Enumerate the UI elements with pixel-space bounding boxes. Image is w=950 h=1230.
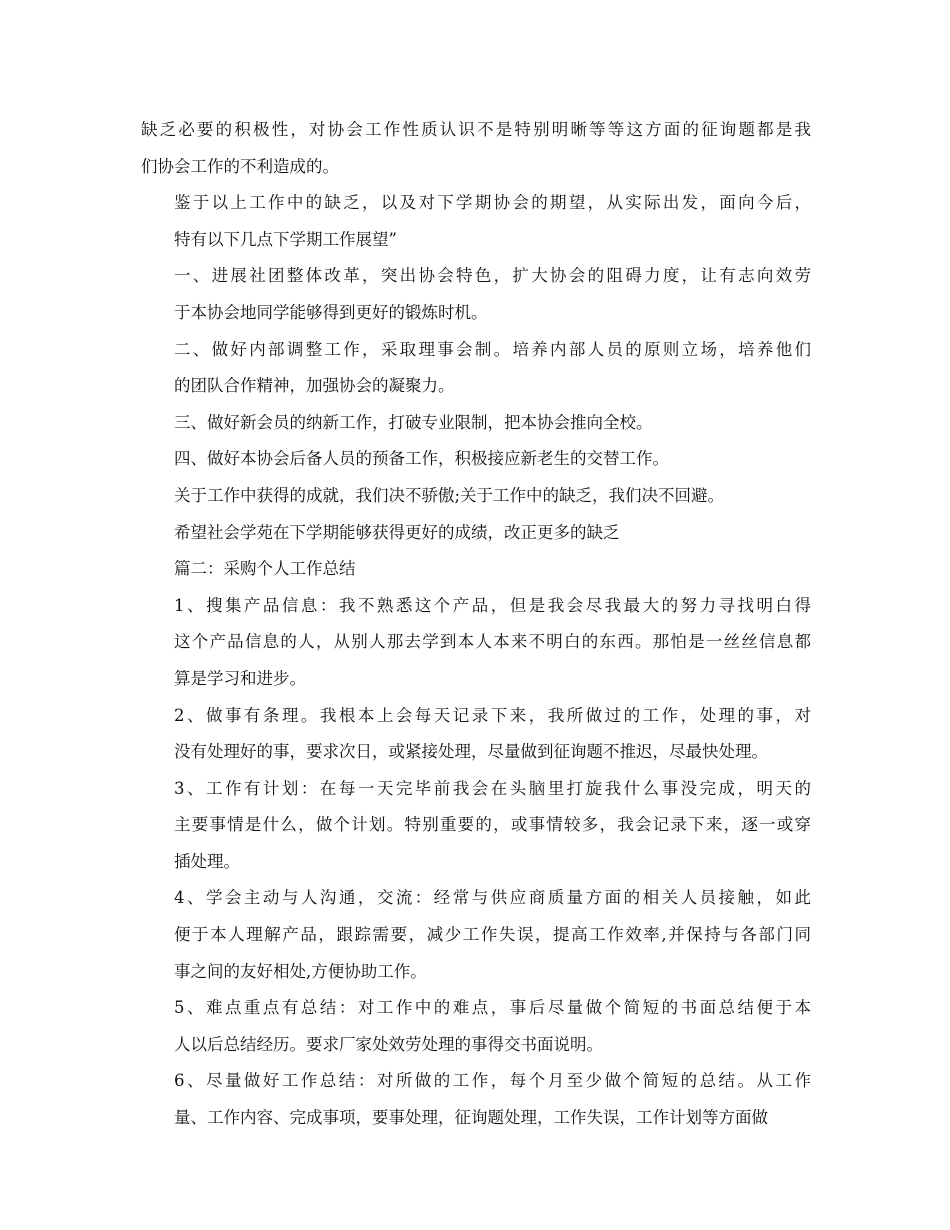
paragraph-line: 4、学会主动与人沟通，交流：经常与供应商质量方面的相关人员接触，如此	[174, 888, 811, 908]
paragraph-line: 主要事情是什么，做个计划。特别重要的，或事情较多，我会记录下来，逐一或穿	[174, 815, 811, 835]
paragraph	[141, 112, 811, 185]
paragraph-line: 篇二：采购个人工作总结	[174, 559, 356, 579]
paragraph-line: 算是学习和进步。	[174, 668, 306, 688]
paragraph	[141, 990, 811, 1063]
paragraph	[141, 771, 811, 881]
paragraph-line: 一、进展社团整体改革，突出协会特色，扩大协会的阻碍力度，让有志向效劳	[174, 266, 811, 286]
paragraph	[141, 185, 811, 258]
paragraph	[141, 698, 811, 771]
paragraph	[141, 1063, 811, 1136]
paragraph-line: 没有处理好的事，要求次日，或紧接处理，尽量做到征询题不推迟，尽最快处理。	[174, 742, 768, 762]
paragraph	[141, 588, 811, 698]
paragraph-line: 人以后总结经历。要求厂家处效劳处理的事得交书面说明。	[174, 1034, 603, 1054]
paragraph-line: 缺乏必要的积极性，对协会工作性质认识不是特别明晰等等这方面的征询题都是我	[141, 120, 811, 139]
paragraph-line: 量、工作内容、完成事项，要事处理，征询题处理，工作失误，工作计划等方面做	[174, 1108, 768, 1128]
paragraph-line: 这个产品信息的人，从别人那去学到本人本来不明白的东西。那怕是一丝丝信息都	[174, 632, 811, 652]
paragraph-line: 鉴于以上工作中的缺乏，以及对下学期协会的期望，从实际出发，面向今后，	[174, 193, 811, 213]
paragraph	[141, 405, 811, 442]
paragraph-line: 希望社会学苑在下学期能够获得更好的成绩，改正更多的缺乏	[174, 522, 620, 542]
paragraph-line: 于本协会地同学能够得到更好的锻炼时机。	[174, 302, 488, 322]
paragraph	[141, 478, 811, 515]
paragraph-line: 二、做好内部调整工作，采取理事会制。培养内部人员的原则立场，培养他们	[174, 339, 811, 359]
paragraph-line: 1、搜集产品信息：我不熟悉这个产品，但是我会尽我最大的努力寻找明白得	[174, 595, 811, 615]
paragraph-line: 关于工作中获得的成就，我们决不骄傲;关于工作中的缺乏，我们决不回避。	[174, 485, 725, 505]
paragraph	[141, 332, 811, 405]
paragraph	[141, 515, 811, 552]
paragraph-line: 6、尽量做好工作总结：对所做的工作，每个月至少做个简短的总结。从工作	[174, 1071, 811, 1091]
paragraph-line: 四、做好本协会后备人员的预备工作，积极接应新老生的交替工作。	[174, 449, 669, 469]
paragraph-line: 特有以下几点下学期工作展望”	[174, 229, 397, 249]
paragraph-line: 三、做好新会员的纳新工作，打破专业限制，把本协会推向全校。	[174, 412, 653, 432]
paragraph	[141, 880, 811, 990]
paragraph	[141, 551, 811, 588]
paragraph-line: 事之间的友好相处,方便协助工作。	[174, 961, 427, 981]
paragraph-line: 2、做事有条理。我根本上会每天记录下来，我所做过的工作，处理的事，对	[174, 705, 811, 725]
paragraph-line: 插处理。	[174, 851, 240, 871]
paragraph-line: 们协会工作的不利造成的。	[141, 156, 339, 176]
paragraph-line: 便于本人理解产品，跟踪需要，减少工作失误，提高工作效率,并保持与各部门同	[174, 925, 811, 945]
paragraph-line: 3、工作有计划：在每一天完毕前我会在头脑里打旋我什么事没完成，明天的	[174, 778, 811, 798]
paragraph	[141, 441, 811, 478]
paragraph-line: 的团队合作精神，加强协会的凝聚力。	[174, 376, 455, 396]
paragraph-line: 5、难点重点有总结：对工作中的难点，事后尽量做个简短的书面总结便于本	[174, 998, 811, 1018]
document-body	[141, 112, 811, 1137]
paragraph	[141, 258, 811, 331]
